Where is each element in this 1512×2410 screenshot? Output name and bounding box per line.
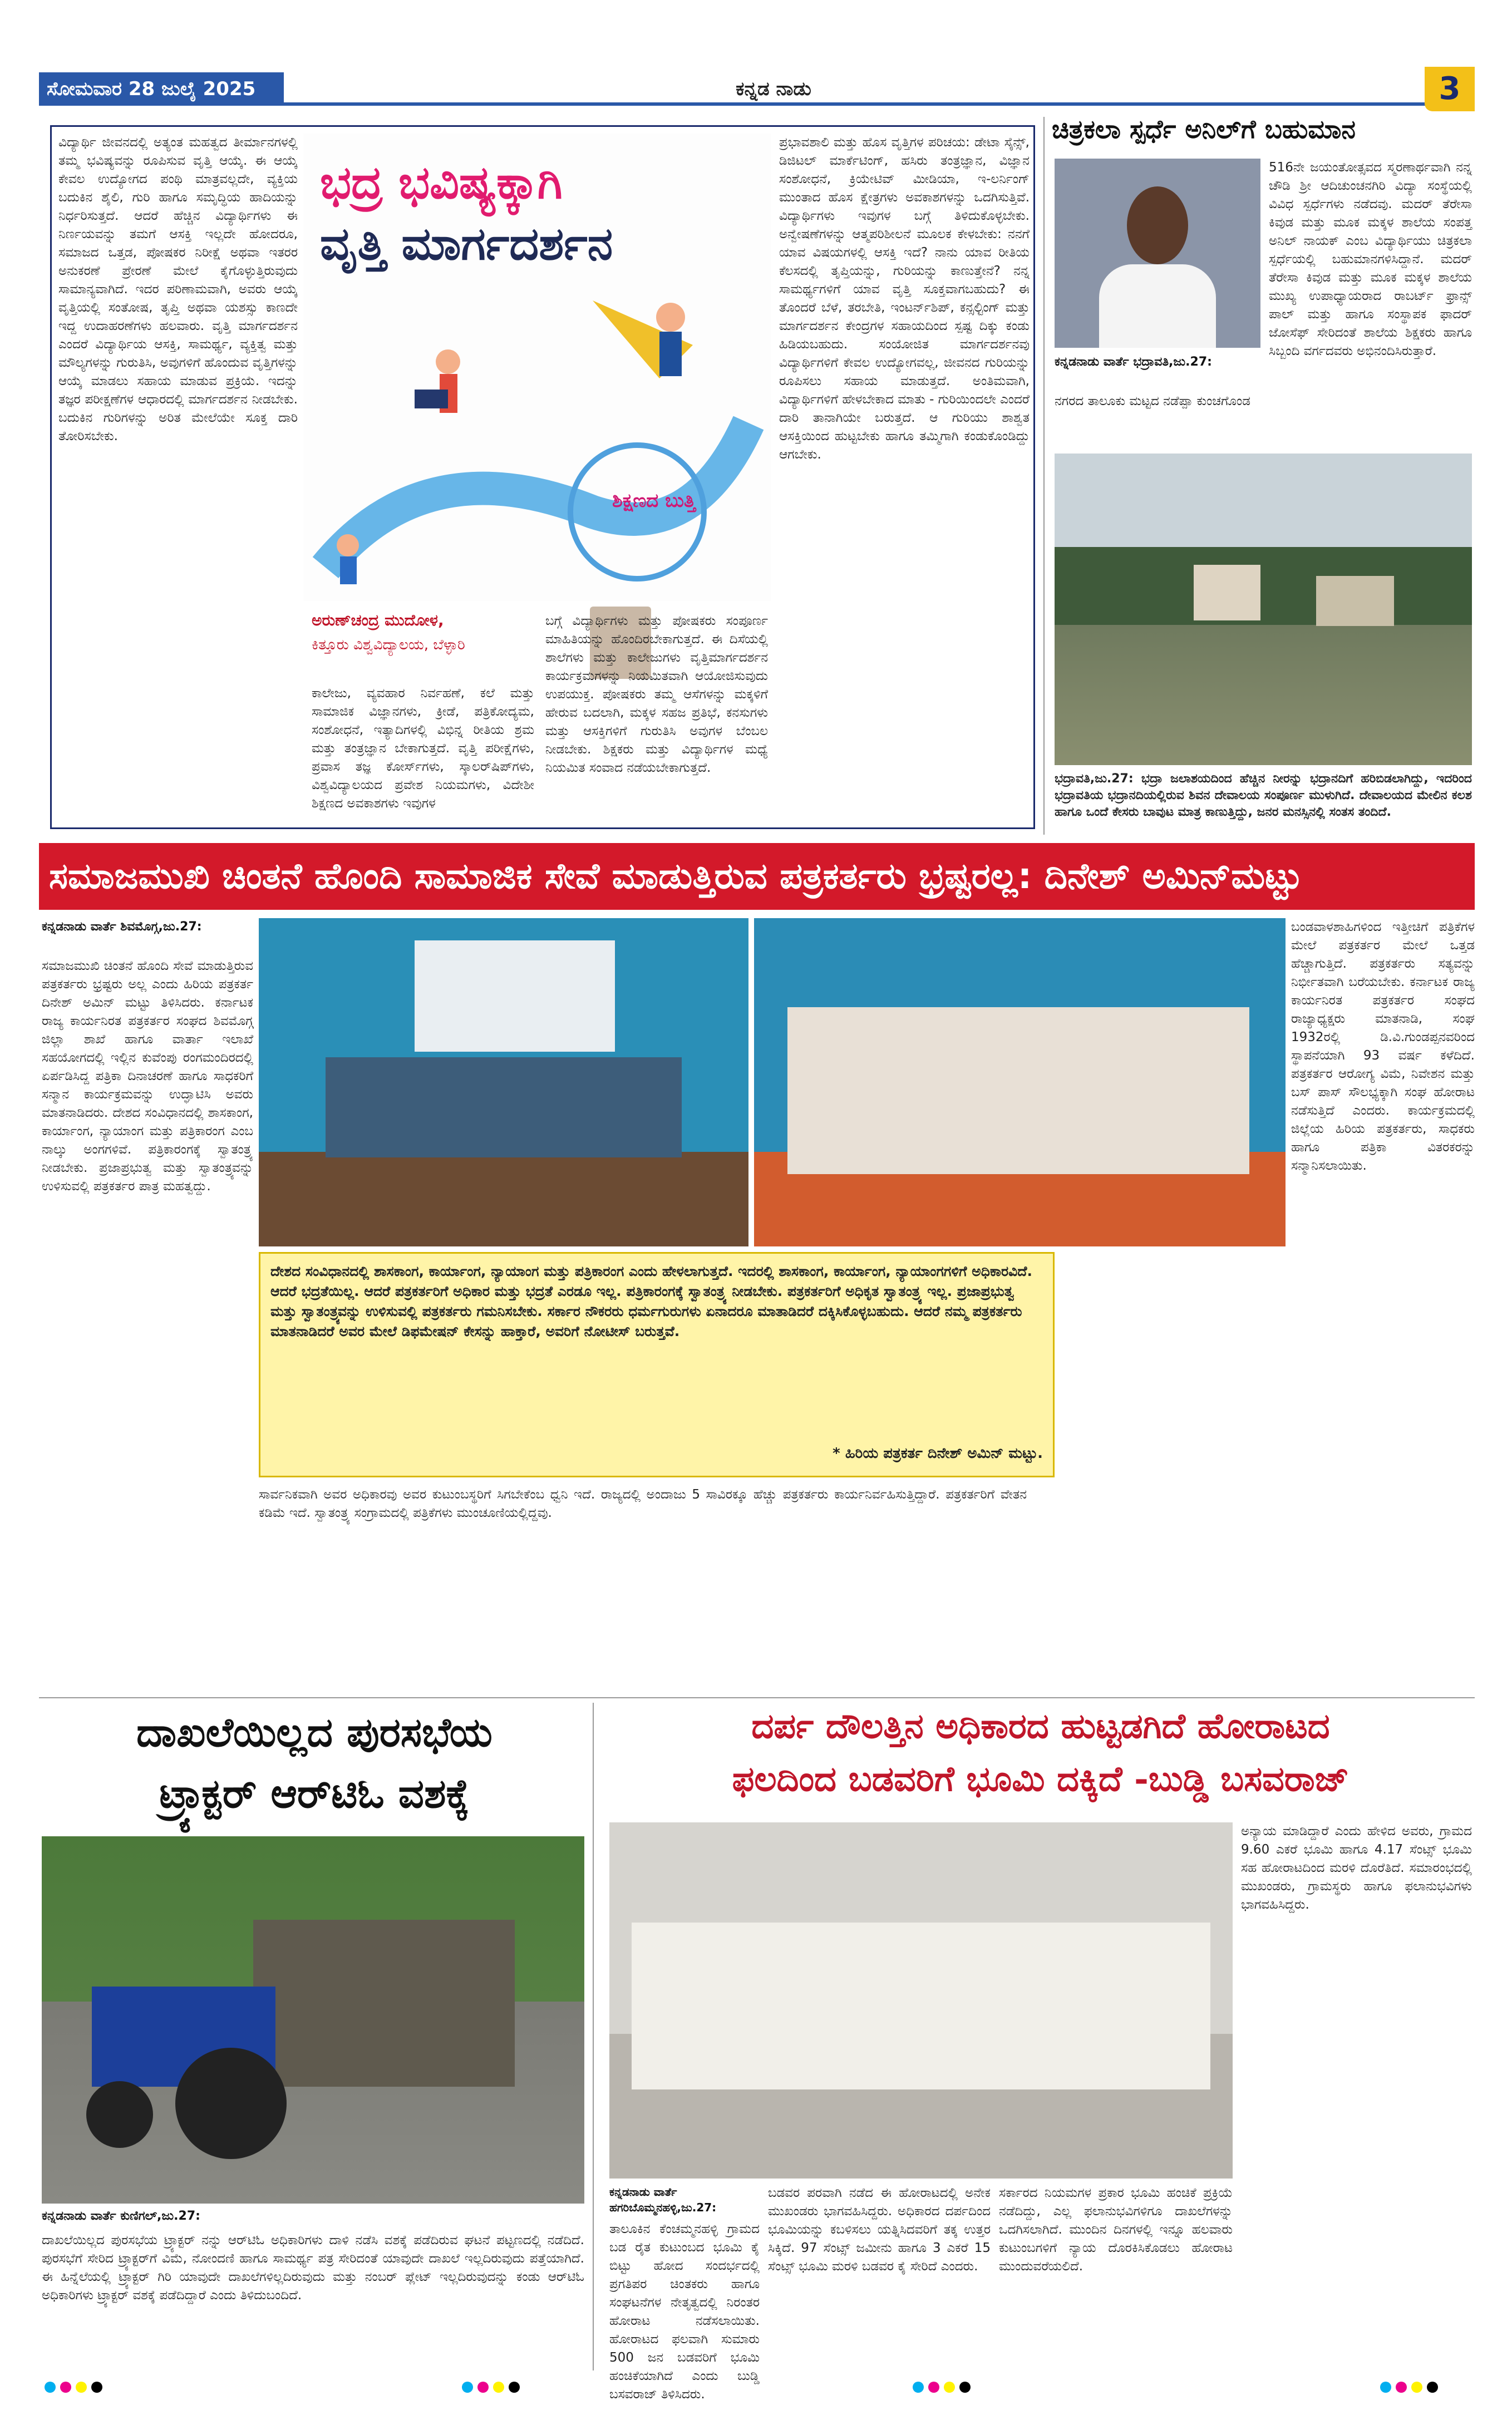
issue-date: ಸೋಮವಾರ 28 ಜುಲೈ 2025 [39,72,284,106]
career-col3: ಕಾಲೇಜು, ವ್ಯವಹಾರ ನಿರ್ವಹಣೆ, ಕಲೆ ಮತ್ತು ಸಾಮಾಜಿಕ ವಿಜ್ಞಾನಗಳು, ಕ್ರೀಡೆ, ಪತ್ರಿಕೋದ್ಯಮ, ಸಂಶೋಧನೆ, ಇತ್ಯಾದಿಗಳಲ್ಲಿ ವಿಭಿನ್ನ ರೀತಿಯ ಶ್ರಮ ಮತ್ತು ತಂತ್ರಜ್ಞಾನ ಬೇಕಾಗುತ್ತದೆ. ವೃತ್ತಿ ಪರೀಕ್ಷೆಗಳು, ಪ್ರವಾಸ ತಜ್ಞ ಕೋರ್ಸ್‌ಗಳು, ಸ್ಕಾಲರ್‌ಷಿಪ್‌ಗಳು, ವಿಶ್ವವಿದ್ಯಾಲಯದ ಪ್ರವೇಶ ನಿಯಮಗಳು, ವಿದೇಶೀ ಶಿಕ್ಷಣದ ಅವಕಾಶಗಳು ಇವುಗಳ [312,686,534,811]
career-figures-icon [303,278,771,590]
land-col2: ಬಡವರ ಪರವಾಗಿ ನಡೆದ ಈ ಹೋರಾಟದಲ್ಲಿ ಅನೇಕ ಮುಖಂಡರು ಭಾಗವಹಿಸಿದ್ದರು. ಅಧಿಕಾರದ ದರ್ಪದಿಂದ ಭೂಮಿಯನ್ನು ಕಬಳಿಸಲು ಯತ್ನಿಸಿದವರಿಗೆ ತಕ್ಕ ಉತ್ತರ ಸಿಕ್ಕಿದೆ. 97 ಸೆಂಟ್ಸ್ ಜಮೀನು ಹಾಗೂ 3 ಎಕರೆ 15 ಸೆಂಟ್ಸ್ ಭೂಮಿ ಮರಳಿ ಬಡವರ ಕೈ ಸೇರಿದೆ ಎಂದರು. [768,2186,991,2274]
flood-photo [1055,454,1472,765]
printer-registration-mark [45,2382,211,2398]
pull-quote: ದೇಶದ ಸಂವಿಧಾನದಲ್ಲಿ ಶಾಸಕಾಂಗ, ಕಾರ್ಯಾಂಗ, ನ್ಯಾಯಾಂಗ ಮತ್ತು ಪತ್ರಿಕಾರಂಗ ಎಂದು ಹೇಳಲಾಗುತ್ತದೆ. ಇದರಲ್ಲಿ ಶಾಸಕಾಂಗ, ಕಾರ್ಯಾಂಗ, ನ್ಯಾಯಾಂಗಗಳಿಗೆ ಅಧಿಕಾರವಿದೆ. ಆದರೆ ಭದ್ರತೆಯಿಲ್ಲ. ಆದರೆ ಪತ್ರಕರ್ತರಿಗೆ ಅಧಿಕಾರ ಮತ್ತು ಭದ್ರತೆ ಎರಡೂ ಇಲ್ಲ. ಪತ್ರಿಕಾರಂಗಕ್ಕೆ ಸ್ವಾತಂತ್ರ್ಯ ನೀಡಬೇಕು. ಪತ್ರಕರ್ತರಿಗೆ ಅಧಿಕೃತ ಸ್ವಾತಂತ್ರ್ಯ ಇಲ್ಲ. ಪ್ರಜಾಪ್ರಭುತ್ವ ಮತ್ತು ಸ್ವಾತಂತ್ರ್ಯವನ್ನು ಉಳಿಸುವಲ್ಲಿ ಪತ್ರಕರ್ತರು ಗಮನಿಸಬೇಕು. ಸರ್ಕಾರ ನೌಕರರು ಧರ್ಮಗುರುಗಳು ಏನಾದರೂ ಮಾತಾಡಿದರೆ ದಕ್ಕಿಸಿಕೊಳ್ಳಬಹುದು. ಆದರೆ ನಮ್ಮ ಪತ್ರಕರ್ತರು ಮಾತನಾಡಿದರೆ ಅವರ ಮೇಲೆ ಡಿಫಮೇಷನ್ ಕೇಸನ್ನು ಹಾಕ್ತಾರೆ, ಅವರಿಗೆ ನೋಟೀಸ್ ಬರುತ್ತವೆ. [270,1263,1032,1339]
journalist-mid: ಸಾರ್ವನಿಕವಾಗಿ ಅವರ ಅಧಿಕಾರವು ಅವರ ಕುಟುಂಬಸ್ಥರಿಗೆ ಸಿಗಬೇಕೆಂಬ ಧ್ವನಿ ಇದೆ. ರಾಜ್ಯದಲ್ಲಿ ಅಂದಾಜು 5 ಸಾವಿರಕ್ಕೂ ಹೆಚ್ಚು ಪತ್ರಕರ್ತರು ಕಾರ್ಯನಿರ್ವಹಿಸುತ್ತಿದ್ದಾರೆ. ಪತ್ರಕರ್ತರಿಗೆ ವೇತನ ಕಡಿಮೆ ಇದೆ. ಸ್ವಾತಂತ್ರ್ಯ ಸಂಗ್ರಾಮದಲ್ಲಿ ಪತ್ರಿಕೆಗಳು ಮುಂಚೂಣಿಯಲ್ಲಿದ್ದವು. [259,1487,1027,1520]
section-rule [39,1697,1475,1698]
event-photo-awards [754,918,1286,1246]
tractor-headline-2: ಟ್ರ್ಯಾಕ್ಟರ್ ಆರ್‌ಟಿಓ ವಶಕ್ಕೆ [159,1770,470,1817]
printer-registration-mark [913,2382,1080,2398]
career-title-1: ಭದ್ರ ಭವಿಷ್ಯಕ್ಕಾಗಿ [320,156,563,209]
career-col1: ವಿದ್ಯಾರ್ಥಿ ಜೀವನದಲ್ಲಿ ಅತ್ಯಂತ ಮಹತ್ವದ ತೀರ್ಮಾನಗಳಲ್ಲಿ ತಮ್ಮ ಭವಿಷ್ಯವನ್ನು ರೂಪಿಸುವ ವೃತ್ತಿ ಆಯ್ಕೆ. ಈ ಆಯ್ಕೆ ಕೇವಲ ಉದ್ಯೋಗದ ಪಂಥಿ ಮಾತ್ರವಲ್ಲದೇ, ವ್ಯಕ್ತಿಯ ಬದುಕಿನ ಶೈಲಿ, ಗುರಿ ಹಾಗೂ ಸಮೃದ್ಧಿಯ ಹಾದಿಯನ್ನು ನಿರ್ಧರಿಸುತ್ತದೆ. ಆದರೆ ಹೆಚ್ಚಿನ ವಿದ್ಯಾರ್ಥಿಗಳು ಈ ನಿರ್ಣಯವನ್ನು ತಮಗೆ ಆಸಕ್ತಿ ಇಲ್ಲದೇ ಹೋದರೂ, ಸಮಾಜದ ಒತ್ತಡ, ಪೋಷಕರ ನಿರೀಕ್ಷೆ ಅಥವಾ ಇತರರ ಅನುಕರಣೆ ಪ್ರೇರಣೆ ಮೇಲೆ ಕೈಗೊಳ್ಳುತ್ತಿರುವುದು ಸಾಮಾನ್ಯವಾಗಿದೆ. ಇದರ ಪರಿಣಾಮವಾಗಿ, ಅವರು ಆಯ್ಕೆ ವೃತ್ತಿಯಲ್ಲಿ ಸಂತೋಷ, ತೃಪ್ತಿ ಅಥವಾ ಯಶಸ್ಸು ಕಾಣದೇ ಇದ್ದ ಉದಾಹರಣೆಗಳು ಹಲವಾರು. ವೃತ್ತಿ ಮಾರ್ಗದರ್ಶನ ಎಂದರೆ ವಿದ್ಯಾರ್ಥಿಯ ಆಸಕ್ತಿ, ಸಾಮರ್ಥ್ಯ, ವ್ಯಕ್ತಿತ್ವ ಮತ್ತು ಮೌಲ್ಯಗಳನ್ನು ಗುರುತಿಸಿ, ಅವುಗಳಿಗೆ ಹೊಂದುವ ವೃತ್ತಿಗಳನ್ನು ಆಯ್ಕೆ ಮಾಡಲು ಸಹಾಯ ಮಾಡುವ ಪ್ರಕ್ರಿಯೆ. ಇದನ್ನು ತಜ್ಞರ ಪರೀಕ್ಷಣೆಗಳ ಆಧಾರದಲ್ಲಿ ಮಾರ್ಗದರ್ಶನ ನೀಡಬೇಕು. ಬದುಕಿನ ಗುರಿಗಳನ್ನು ಅರಿತ ಮೇಲೆಯೇ ಸೂಕ್ತ ದಾರಿ ತೋರಿಸಬೇಕು. [58,135,298,443]
tractor-photo [42,1836,584,2204]
flood-caption: ಭದ್ರಾವತಿ,ಜು.27: ಭದ್ರಾ ಜಲಾಶಯದಿಂದ ಹೆಚ್ಚಿನ ನೀರನ್ನು ಭದ್ರಾನದಿಗೆ ಹರಿಬಿಡಲಾಗಿದ್ದು, ಇದರಿಂದ ಭದ್ರಾವತಿಯ ಭದ್ರಾನದಿಯಲ್ಲಿರುವ ಶಿವನ ದೇವಾಲಯ ಸಂಪೂರ್ಣ ಮುಳುಗಿದೆ. ದೇವಾಲಯದ ಮೇಲಿನ ಕಲಶ ಹಾಗೂ ಒಂದೆ ಕೇಸರು ಬಾವುಟ ಮಾತ್ರ ಕಾಣುತ್ತಿದ್ದು, ಜನರ ಮನಸ್ಸಿನಲ್ಲಿ ಸಂತಸ ತಂದಿದೆ. [1055,772,1472,819]
column-rule [593,1703,594,2370]
masthead: ಕನ್ನಡ ನಾಡು [736,78,811,100]
career-illustration [303,134,771,601]
printer-registration-mark [1380,2382,1469,2398]
journalist-right: ಬಂಡವಾಳಶಾಹಿಗಳಿಂದ ಇತ್ತೀಚಿಗೆ ಪತ್ರಿಕೆಗಳ ಮೇಲೆ ಪತ್ರಕರ್ತರ ಮೇಲೆ ಒತ್ತಡ ಹೆಚ್ಚಾಗುತ್ತಿದೆ. ಪತ್ರಕರ್ತರು ಸತ್ಯವನ್ನು ನಿರ್ಭೀತವಾಗಿ ಬರೆಯಬೇಕು. ಕರ್ನಾಟಕ ರಾಜ್ಯ ಕಾರ್ಯನಿರತ ಪತ್ರಕರ್ತರ ಸಂಘದ ರಾಜ್ಯಾಧ್ಯಕ್ಷರು ಮಾತನಾಡಿ, ಸಂಘ 1932ರಲ್ಲಿ ಡಿ.ವಿ.ಗುಂಡಪ್ಪನವರಿಂದ ಸ್ಥಾಪನೆಯಾಗಿ 93 ವರ್ಷ ಕಳೆದಿದೆ. ಪತ್ರಕರ್ತರ ಆರೋಗ್ಯ ವಿಮೆ, ನಿವೇಶನ ಮತ್ತು ಬಸ್ ಪಾಸ್ ಸೌಲಭ್ಯಕ್ಕಾಗಿ ಸಂಘ ಹೋರಾಟ ನಡೆಸುತ್ತಿದೆ ಎಂದರು. ಕಾರ್ಯಕ್ರಮದಲ್ಲಿ ಜಿಲ್ಲೆಯ ಹಿರಿಯ ಪತ್ರಕರ್ತರು, ಸಾಧಕರು ಹಾಗೂ ಪತ್ರಿಕಾ ವಿತರಕರನ್ನು ಸನ್ಮಾನಿಸಲಾಯಿತು. [1291,920,1475,1173]
career-title-2: ವೃತ್ತಿ ಮಾರ್ಗದರ್ಶನ [320,217,613,270]
art-dateline: ಕನ್ನಡನಾಡು ವಾರ್ತೆ ಭದ್ರಾವತಿ,ಜು.27: [1055,355,1212,369]
pull-quote-attribution: * ಹಿರಿಯ ಪತ್ರಕರ್ತ ದಿನೇಶ್ ಅಮಿನ್ ಮಟ್ಟು. [833,1445,1043,1462]
journalist-headline: ಸಮಾಜಮುಖಿ ಚಿಂತನೆ ಹೊಂದಿ ಸಾಮಾಜಿಕ ಸೇವೆ ಮಾಡುತ್ತಿರುವ ಪತ್ರಕರ್ತರು ಭ್ರಷ್ಟರಲ್ಲ: ದಿನೇಶ್ ಅಮಿನ್‌ಮಟ್ಟು [39,843,1475,910]
pull-quote-box [259,1252,1055,1477]
career-col4: ಬಗ್ಗೆ ವಿದ್ಯಾರ್ಥಿಗಳು ಮತ್ತು ಪೋಷಕರು ಸಂಪೂರ್ಣ ಮಾಹಿತಿಯನ್ನು ಹೊಂದಿರಬೇಕಾಗುತ್ತದೆ. ಈ ದಿಸೆಯಲ್ಲಿ ಶಾಲೆಗಳು ಮತ್ತು ಕಾಲೇಜುಗಳು ವೃತ್ತಿಮಾರ್ಗದರ್ಶನ ಕಾರ್ಯಕ್ರಮಗಳನ್ನು ನಿಯಮಿತವಾಗಿ ಆಯೋಜಿಸುವುದು ಉಪಯುಕ್ತ. ಪೋಷಕರು ತಮ್ಮ ಆಸೆಗಳನ್ನು ಮಕ್ಕಳಿಗೆ ಹೇರುವ ಬದಲಾಗಿ, ಮಕ್ಕಳ ಸಹಜ ಪ್ರತಿಭೆ, ಕನಸುಗಳು ಮತ್ತು ಆಸಕ್ತಿಗಳಿಗೆ ಗುರುತಿಸಿ ಅವುಗಳ ಬೆಂಬಲ ನೀಡಬೇಕು. ಶಿಕ್ಷಕರು ಮತ್ತು ವಿದ್ಯಾರ್ಥಿಗಳ ಮಧ್ಯೆ ನಿಯಮಿತ ಸಂವಾದ ನಡೆಯಬೇಕಾಗುತ್ತದೆ. [545,614,768,775]
column-rule [1043,117,1045,835]
tractor-body: ದಾಖಲೆಯಿಲ್ಲದ ಪುರಸಭೆಯ ಟ್ರ್ಯಾಕ್ಟರ್ ನನ್ನು ಆರ್‌ಟಿಓ ಅಧಿಕಾರಿಗಳು ದಾಳಿ ನಡೆಸಿ ವಶಕ್ಕೆ ಪಡೆದಿರುವ ಘಟನೆ ಪಟ್ಟಣದಲ್ಲಿ ನಡೆದಿದೆ. ಪುರಸಭೆಗೆ ಸೇರಿದ ಟ್ರ್ಯಾಕ್ಟರ್‌ಗೆ ವಿಮೆ, ನೋಂದಣಿ ಹಾಗೂ ಸಾಮರ್ಥ್ಯ ಪತ್ರ ಸೇರಿದಂತೆ ಯಾವುದೇ ದಾಖಲೆ ಇಲ್ಲದಿರುವುದು ಪತ್ತೆಯಾಗಿದೆ. ಈ ಹಿನ್ನೆಲೆಯಲ್ಲಿ ಟ್ರ್ಯಾಕ್ಟರ್ ಗಿರಿ ಯಾವುದೇ ದಾಖಲೆಗಳಿಲ್ಲದಿರುವುದು ಮತ್ತು ನಂಬರ್ ಪ್ಲೇಟ್ ಇಲ್ಲದಿರುವುದನ್ನು ಕಂಡು ಆರ್‌ಟಿಓ ಅಧಿಕಾರಿಗಳು ಟ್ರ್ಯಾಕ್ಟರ್ ವಶಕ್ಕೆ ಪಡೆದಿದ್ದಾರೆ ಎಂದು ತಿಳಿದುಬಂದಿದೆ. [42,2233,584,2303]
event-photo-stage [259,918,748,1246]
land-headline-1: ದರ್ಪ ದೌಲತ್ತಿನ ಅಧಿಕಾರದ ಹುಟ್ಟಡಗಿದೆ ಹೋರಾಟದ [751,1706,1330,1746]
student-photo [1055,159,1260,348]
career-col2: ಪ್ರಭಾವಶಾಲಿ ಮತ್ತು ಹೊಸ ವೃತ್ತಿಗಳ ಪರಿಚಯ: ಡೇಟಾ ಸೈನ್ಸ್, ಡಿಜಿಟಲ್ ಮಾರ್ಕೆಟಿಂಗ್, ಹಸಿರು ತಂತ್ರಜ್ಞಾನ, ವಿಜ್ಞಾನ ಸಂಶೋಧನೆ, ಕ್ರಿಯೇಟಿವ್ ಮೀಡಿಯಾ, ಇ-ಲರ್ನಿಂಗ್ ಮುಂತಾದ ಹೊಸ ಕ್ಷೇತ್ರಗಳು ಅವಕಾಶಗಳನ್ನು ಒದಗಿಸುತ್ತಿವೆ. ವಿದ್ಯಾರ್ಥಿಗಳು ಇವುಗಳ ಬಗ್ಗೆ ತಿಳಿದುಕೊಳ್ಳಬೇಕು. ಅನ್ವೇಷಣೆಗಳನ್ನು ಆತ್ಮಪರಿಶೀಲನೆ ಮೂಲಕ ಕೇಳಬೇಕು: ನನಗೆ ಯಾವ ವಿಷಯಗಳಲ್ಲಿ ಆಸಕ್ತಿ ಇದೆ? ನಾನು ಯಾವ ರೀತಿಯ ಕೆಲಸದಲ್ಲಿ ತೃಪ್ತಿಯನ್ನು, ಗುರಿಯನ್ನು ಕಾಣುತ್ತೇನೆ? ನನ್ನ ಸಾಮರ್ಥ್ಯಗಳಿಗೆ ಯಾವ ವೃತ್ತಿ ಸೂಕ್ತವಾಗಬಹುದು? ಈ ತೊಂದರೆ ಬೆಳೆ, ತರಬೇತಿ, ಇಂಟರ್ನ್‌ಶಿಪ್, ಕನ್ಸಲ್ಟಿಂಗ್ ಮತ್ತು ಮಾರ್ಗದರ್ಶನ ಕೇಂದ್ರಗಳ ಸಹಾಯದಿಂದ ಸ್ಪಷ್ಟ ದಿಕ್ಕು ಕಂಡು ಹಿಡಿಯಬಹುದು. ಸಂಯೋಜಿತ ಮಾರ್ಗದರ್ಶನವು ವಿದ್ಯಾರ್ಥಿಗಳಿಗೆ ಕೇವಲ ಉದ್ಯೋಗವಲ್ಲ, ಜೀವನದ ಗುರಿಯನ್ನು ರೂಪಿಸಲು ಸಹಾಯ ಮಾಡುತ್ತದೆ. ಅಂತಿಮವಾಗಿ, ವಿದ್ಯಾರ್ಥಿಗಳಿಗೆ ಹೇಳಬೇಕಾದ ಮಾತು - ಗುರಿಯಿಂದಲೇ ಎಂದರೆ ದಾರಿ ತಾನಾಗಿಯೇ ಬರುತ್ತದೆ. ಆ ಗುರಿಯು ಶಾಶ್ವತ ಆಸಕ್ತಿಯಿಂದ ಹುಟ್ಟಬೇಕು ಹಾಗೂ ತಮ್ಮಿಗಾಗಿ ಕಂಡುಕೊಂಡಿದ್ದು ಆಗಬೇಕು. [779,135,1030,462]
career-badge: ಶಿಕ್ಷಣದ ಬುತ್ತಿ [612,490,696,512]
art-body-right: 516ನೇ ಜಯಂತೋತ್ಸವದ ಸ್ಮರಣಾರ್ಥವಾಗಿ ನನ್ನ ಚೌಡಿ ಶ್ರೀ ಆದಿಚುಂಚನಗಿರಿ ವಿದ್ಯಾ ಸಂಸ್ಥೆಯಲ್ಲಿ ವಿವಿಧ ಸ್ಪರ್ಧೆಗಳು ನಡೆದವು. ಮದರ್ ತೆರೇಸಾ ಕಿವುಡ ಮತ್ತು ಮೂಕ ಮಕ್ಕಳ ಶಾಲೆಯ ಸಂಪತ್ತ ಅನಿಲ್ ನಾಯಕ್ ಎಂಬ ವಿದ್ಯಾರ್ಥಿಯು ಚಿತ್ರಕಲಾ ಸ್ಪರ್ಧೆಯಲ್ಲಿ ಬಹುಮಾನಗಳಿಸಿದ್ದಾನೆ. ಮದರ್ ತೆರೇಸಾ ಕಿವುಡ ಮತ್ತು ಮೂಕ ಮಕ್ಕಳ ಶಾಲೆಯ ಮುಖ್ಯ ಉಪಾಧ್ಯಾಯರಾದ ರಾಬರ್ಟ್ ಫ್ರಾನ್ಸ್ ಪಾಲ್ ಮತ್ತು ಹಾಗೂ ಸಂಸ್ಥಾಪಕ ಫಾದರ್ ಜೋಸೆಫ್ ಸೇರಿದಂತೆ ಶಾಲೆಯ ಶಿಕ್ಷಕರು ಹಾಗೂ ಸಿಬ್ಬಂದಿ ವರ್ಗದವರು ಅಭಿನಂದಿಸಿರುತ್ತಾರೆ. [1269,160,1472,358]
author-affiliation: ಕಿತ್ತೂರು ವಿಶ್ವವಿದ್ಯಾಲಯ, ಬೆಳ್ಳಾರಿ [312,637,465,653]
land-col1: ತಾಲೂಕಿನ ಕೆಂಚಮ್ಮನಹಳ್ಳಿ ಗ್ರಾಮದ ಬಡ ರೈತ ಕುಟುಂಬದ ಭೂಮಿ ಕೈ ಬಿಟ್ಟು ಹೋದ ಸಂದರ್ಭದಲ್ಲಿ ಪ್ರಗತಿಪರ ಚಿಂತಕರು ಹಾಗೂ ಸಂಘಟನೆಗಳ ನೇತೃತ್ವದಲ್ಲಿ ನಿರಂತರ ಹೋರಾಟ ನಡೆಸಲಾಯಿತು. ಹೋರಾಟದ ಫಲವಾಗಿ ಸುಮಾರು 500 ಜನ ಬಡವರಿಗೆ ಭೂಮಿ ಹಂಚಿಕೆಯಾಗಿದೆ ಎಂದು ಬುಡ್ಡಿ ಬಸವರಾಜ್ ತಿಳಿಸಿದರು. [609,2222,760,2402]
land-col3: ಸರ್ಕಾರದ ನಿಯಮಗಳ ಪ್ರಕಾರ ಭೂಮಿ ಹಂಚಿಕೆ ಪ್ರಕ್ರಿಯೆ ನಡೆದಿದ್ದು, ಎಲ್ಲ ಫಲಾನುಭವಿಗಳಿಗೂ ದಾಖಲೆಗಳನ್ನು ಒದಗಿಸಲಾಗಿದೆ. ಮುಂದಿನ ದಿನಗಳಲ್ಲಿ ಇನ್ನೂ ಹಲವಾರು ಕುಟುಂಬಗಳಿಗೆ ನ್ಯಾಯ ದೊರಕಿಸಿಕೊಡಲು ಹೋರಾಟ ಮುಂದುವರೆಯಲಿದೆ. [999,2186,1233,2274]
printer-registration-mark [462,2382,629,2398]
art-body-left: ನಗರದ ತಾಲೂಕು ಮಟ್ಟದ ನಡೆಪ್ಪಾ ಕುಂಚಗೊಂಡ [1055,394,1250,408]
group-photo [609,1822,1233,2179]
tractor-dateline: ಕನ್ನಡನಾಡು ವಾರ್ತೆ ಕುಣಿಗಲ್,ಜು.27: [42,2209,200,2223]
art-headline: ಚಿತ್ರಕಲಾ ಸ್ಪರ್ಧೆ ಅನಿಲ್‌ಗೆ ಬಹುಮಾನ [1052,114,1356,144]
land-col4: ಅನ್ಯಾಯ ಮಾಡಿದ್ದಾರೆ ಎಂದು ಹೇಳಿದ ಅವರು, ಗ್ರಾಮದ 9.60 ಎಕರೆ ಭೂಮಿ ಹಾಗೂ 4.17 ಸೆಂಟ್ಸ್ ಭೂಮಿ ಸಹ ಹೋರಾಟದಿಂದ ಮರಳಿ ದೊರೆತಿದೆ. ಸಮಾರಂಭದಲ್ಲಿ ಮುಖಂಡರು, ಗ್ರಾಮಸ್ಥರು ಹಾಗೂ ಫಲಾನುಭವಿಗಳು ಭಾಗವಹಿಸಿದ್ದರು. [1241,1824,1472,1912]
journalist-dateline: ಕನ್ನಡನಾಡು ವಾರ್ತೆ ಶಿವಮೊಗ್ಗ,ಜು.27: [42,920,202,934]
page-number: 3 [1425,67,1475,111]
land-headline-2: ಫಲದಿಂದ ಬಡವರಿಗೆ ಭೂಮಿ ದಕ್ಕಿದೆ -ಬುಡ್ಡಿ ಬಸವರಾಜ್ [732,1758,1350,1799]
journalist-lead: ಸಮಾಜಮುಖಿ ಚಿಂತನೆ ಹೊಂದಿ ಸೇವೆ ಮಾಡುತ್ತಿರುವ ಪತ್ರಕರ್ತರು ಭ್ರಷ್ಟರು ಅಲ್ಲ ಎಂದು ಹಿರಿಯ ಪತ್ರಕರ್ತ ದಿನೇಶ್ ಅಮಿನ್ ಮಟ್ಟು ತಿಳಿಸಿದರು. ಕರ್ನಾಟಕ ರಾಜ್ಯ ಕಾರ್ಯನಿರತ ಪತ್ರಕರ್ತರ ಸಂಘದ ಶಿವಮೊಗ್ಗ ಜಿಲ್ಲಾ ಶಾಖೆ ಹಾಗೂ ವಾರ್ತಾ ಇಲಾಖೆ ಸಹಯೋಗದಲ್ಲಿ ಇಲ್ಲಿನ ಕುವೆಂಪು ರಂಗಮಂದಿರದಲ್ಲಿ ಏರ್ಪಡಿಸಿದ್ದ ಪತ್ರಿಕಾ ದಿನಾಚರಣೆ ಹಾಗೂ ಸಾಧಕರಿಗೆ ಸನ್ಮಾನ ಕಾರ್ಯಕ್ರಮವನ್ನು ಉದ್ಘಾಟಿಸಿ ಅವರು ಮಾತನಾಡಿದರು. ದೇಶದ ಸಂವಿಧಾನದಲ್ಲಿ ಶಾಸಕಾಂಗ, ಕಾರ್ಯಾಂಗ, ನ್ಯಾಯಾಂಗ ಮತ್ತು ಪತ್ರಿಕಾರಂಗ ಎಂಬ ನಾಲ್ಕು ಅಂಗಗಳಿವೆ. ಪತ್ರಿಕಾರಂಗಕ್ಕೆ ಸ್ವಾತಂತ್ರ್ಯ ನೀಡಬೇಕು. ಪ್ರಜಾಪ್ರಭುತ್ವ ಮತ್ತು ಸ್ವಾತಂತ್ರ್ಯವನ್ನು ಉಳಿಸುವಲ್ಲಿ ಪತ್ರಕರ್ತರ ಪಾತ್ರ ಮಹತ್ವದ್ದು. [42,959,253,1194]
author-name: ಅರುಣ್‌ಚಂದ್ರ ಮುದೋಳ, [312,611,444,629]
tractor-headline-1: ದಾಖಲೆಯಿಲ್ಲದ ಪುರಸಭೆಯ [136,1708,492,1756]
land-dateline: ಕನ್ನಡನಾಡು ವಾರ್ತೆ ಹಗರಿಬೊಮ್ಮನಹಳ್ಳಿ,ಜು.27: [609,2185,717,2214]
